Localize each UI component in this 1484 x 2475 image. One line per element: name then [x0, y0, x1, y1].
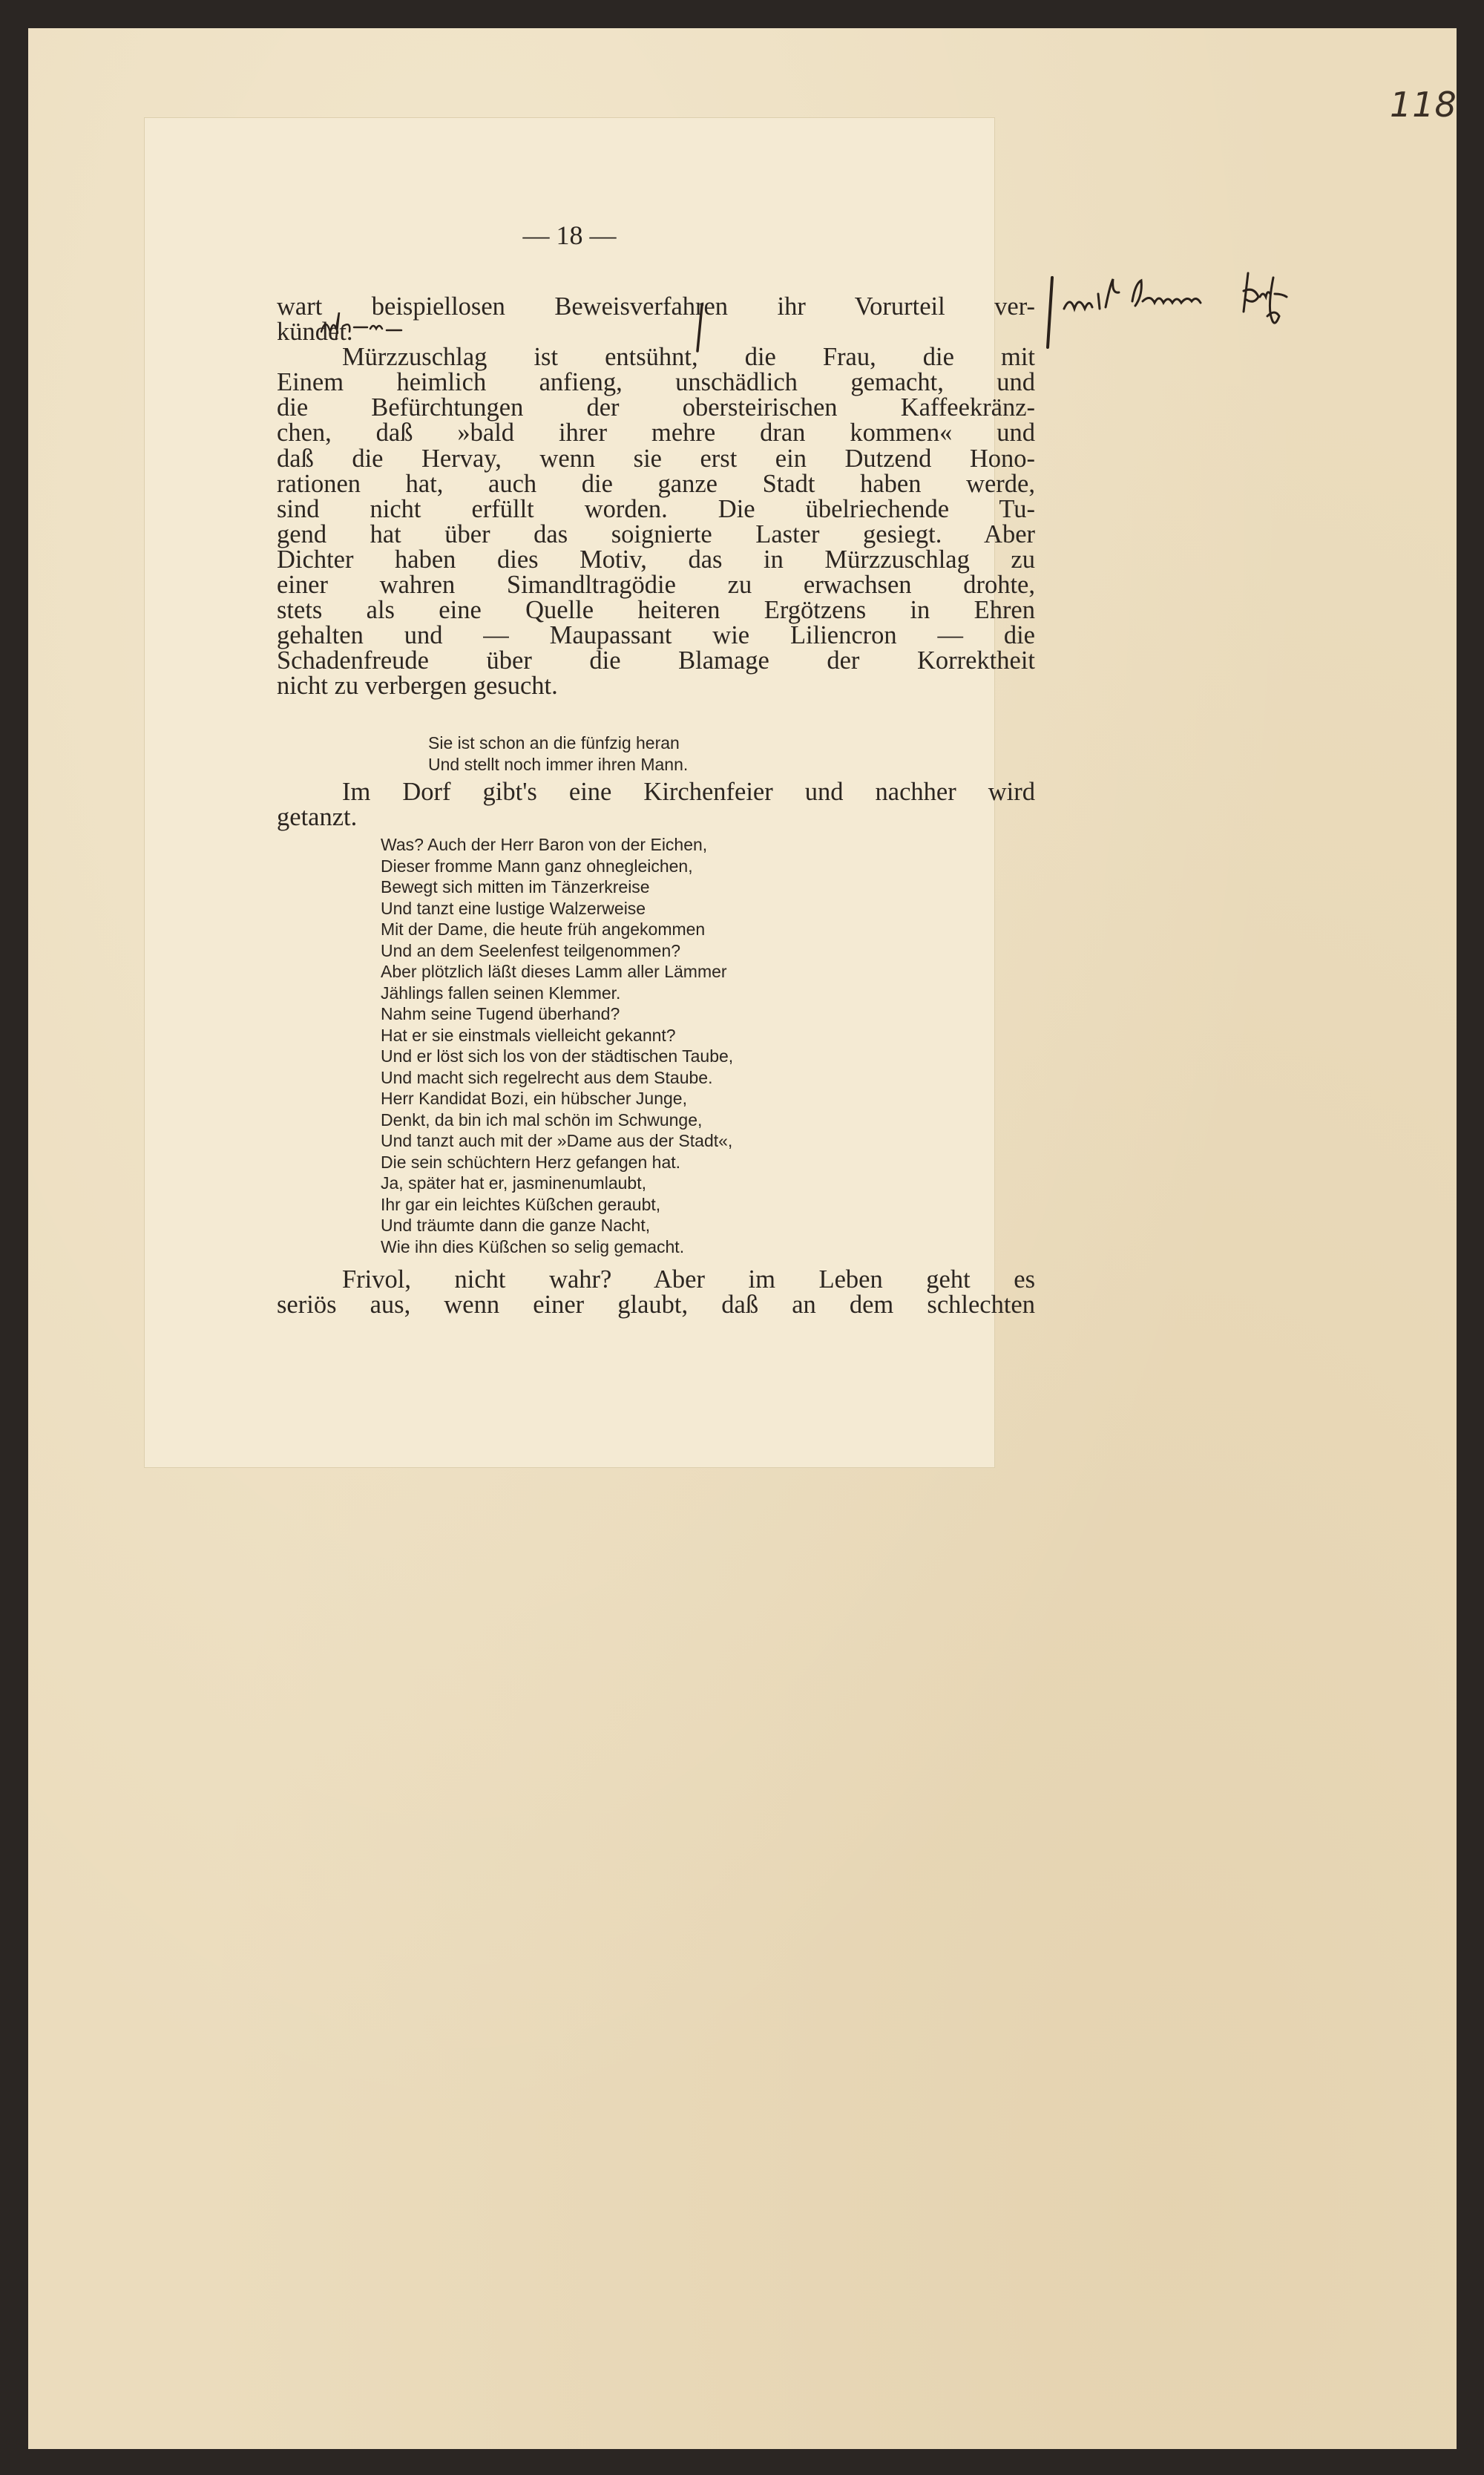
text-line: Mürzzuschlag ist entsühnt, die Frau, die mit — [342, 343, 1035, 372]
verse-line: Jählings fallen seinen Klemmer. — [381, 983, 621, 1003]
verse-line: Und tanzt auch mit der »Dame aus der Stadt«, — [381, 1131, 733, 1150]
text-line: Im Dorf gibt's eine Kirchenfeier und nachher wird — [342, 778, 1035, 806]
handwritten-insert — [317, 312, 406, 342]
verse-line: Bewegt sich mitten im Tänzerkreise — [381, 877, 650, 896]
text-line: stets als eine Quelle heiteren Ergötzens in Ehren — [277, 596, 1035, 625]
verse-line: Mit der Dame, die heute früh angekommen — [381, 919, 706, 939]
text-line: daß die Hervay, wenn sie erst ein Dutzend Hono- — [277, 444, 1035, 473]
verse-line: Aber plötzlich läßt dieses Lamm aller Lämmer — [381, 962, 727, 981]
text-line: einer wahren Simandltragödie zu erwachsen drohte, — [277, 571, 1035, 600]
text-line: nicht zu verbergen gesucht. — [277, 672, 558, 701]
insertion-mark — [695, 302, 705, 354]
text-line: rationen hat, auch die ganze Stadt haben werde, — [277, 469, 1035, 498]
page-number: — 18 — — [522, 220, 617, 250]
verse-line: Denkt, da bin ich mal schön im Schwunge, — [381, 1109, 703, 1130]
folio-number: 118 — [1390, 85, 1457, 125]
text-line: kündet. — [277, 318, 353, 347]
verse-quote-2 — [381, 834, 733, 1257]
text-line: chen, daß »bald ihrer mehre dran kommen« und — [277, 419, 1035, 448]
text-line: wart beispiellosen Beweisverfahren ihr Vorurteil ver- — [277, 292, 1035, 321]
verse-line: Was? Auch der Herr Baron von der Eichen, — [381, 835, 708, 854]
text-line: Schadenfreude über die Blamage der Korrektheit — [277, 646, 1035, 675]
verse-line: Die sein schüchtern Herz gefangen hat. — [381, 1152, 681, 1172]
verse-line: Sie ist schon an die fünfzig heran — [428, 733, 680, 753]
verse-line: Herr Kandidat Bozi, ein hübscher Junge, — [381, 1089, 687, 1108]
verse-line: Und träumte dann die ganze Nacht, — [381, 1216, 651, 1235]
text-line: Dichter haben dies Motiv, das in Mürzzuschlag zu — [277, 545, 1035, 574]
newspaper-clipping — [145, 118, 1035, 1467]
archive-sheet — [28, 28, 1457, 2449]
verse-line: Und macht sich regelrecht aus dem Staube. — [381, 1067, 713, 1087]
verse-line: Und an dem Seelenfest teilgenommen? — [381, 940, 681, 960]
verse-line: Hat er sie einstmals vielleicht gekannt? — [381, 1025, 676, 1045]
verse-line: Dieser fromme Mann ganz ohnegleichen, — [381, 856, 693, 876]
verse-line: Und tanzt eine lustige Walzerweise — [381, 898, 646, 918]
verse-quote-1 — [428, 732, 688, 775]
prose-paragraph-3 — [277, 1265, 1035, 1320]
text-line: Einem heimlich anfieng, unschädlich gemacht, und — [277, 368, 1035, 397]
text-line: getanzt. — [277, 803, 358, 832]
text-line: Frivol, nicht wahr? Aber im Leben geht es — [342, 1265, 1035, 1294]
text-line: die Befürchtungen der obersteirischen Kaffeekränz- — [277, 393, 1035, 422]
prose-paragraph-1 — [277, 294, 1035, 699]
prose-paragraph-2 — [277, 779, 1035, 830]
verse-line: Ja, später hat er, jasminenumlaubt, — [381, 1173, 646, 1193]
text-line: gehalten und — Maupassant wie Liliencron — die — [277, 621, 1035, 650]
text-line: sind nicht erfüllt worden. Die übelriechende Tu- — [277, 494, 1035, 523]
verse-line: Wie ihn dies Küßchen so selig gemacht. — [381, 1236, 685, 1256]
verse-line: Ihr gar ein leichtes Küßchen geraubt, — [381, 1194, 661, 1214]
text-line: seriös aus, wenn einer glaubt, daß an dem schlechten — [277, 1291, 1035, 1320]
verse-line: Und stellt noch immer ihren Mann. — [428, 754, 689, 774]
text-line: gend hat über das soignierte Laster gesiegt. Aber — [277, 519, 1035, 548]
verse-line: Und er löst sich los von der städtischen Taube, — [381, 1046, 734, 1066]
verse-line: Nahm seine Tugend überhand? — [381, 1004, 620, 1023]
handwritten-margin-note — [1043, 264, 1318, 353]
